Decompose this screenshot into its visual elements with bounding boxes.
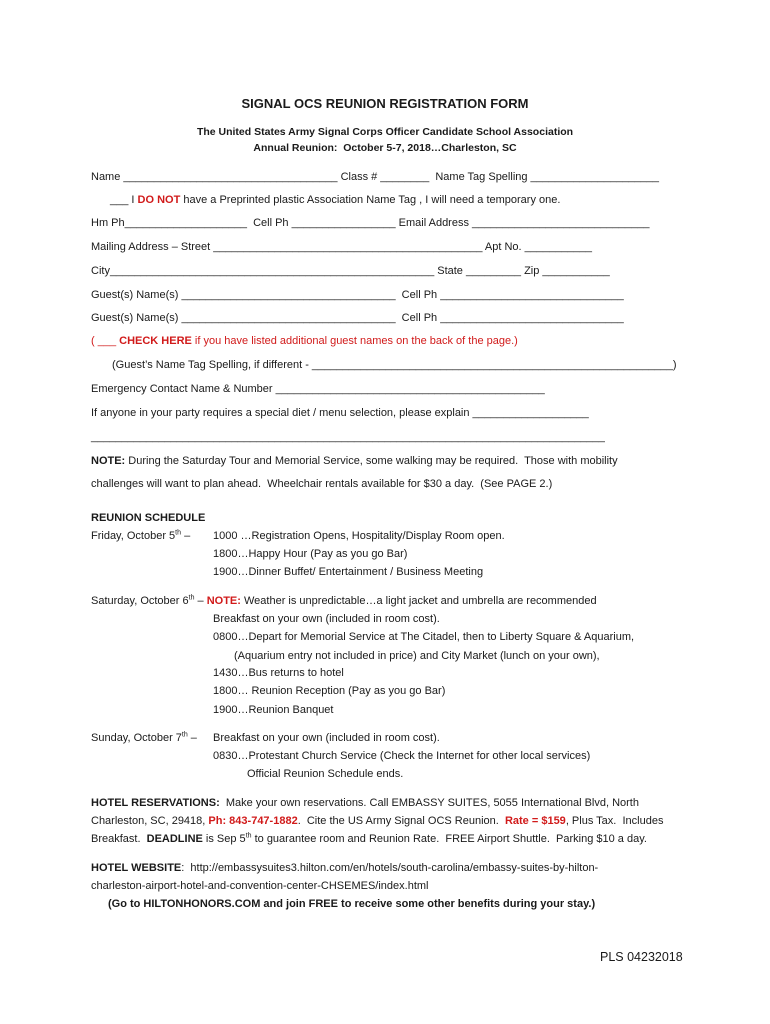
friday-item: 1800…Happy Hour (Pay as you go Bar) [213,548,408,560]
hotel-website-label: HOTEL WEBSITE [91,862,182,874]
nametag-prefix: ___ I [110,194,138,206]
hilton-honors-note: (Go to HILTONHONORS.COM and join FREE to receive some other benefits during your stay.) [108,898,596,910]
form-title: SIGNAL OCS REUNION REGISTRATION FORM [241,96,529,111]
hotel-line-2-c: , Plus Tax. Includes [565,815,664,827]
nametag-suffix: have a Preprinted plastic Association Name Tag , I will need a temporary one. [180,194,561,206]
sunday-day: Sunday, October 7 [91,732,182,744]
note-label: NOTE: [91,455,126,467]
hotel-rate: Rate = $159 [504,815,566,827]
hotel-line-3-a: Breakfast. [91,833,147,845]
saturday-item: 0800…Depart for Memorial Service at The Citadel, then to Liberty Square & Aquarium, [213,631,635,643]
mobility-note-line-2: challenges will want to plan ahead. Wheelchair rentals available for $30 a day. (See PAGE 2.) [91,478,553,490]
friday-sup: th [175,529,182,537]
hotel-line-3-c: to guarantee room and Reunion Rate. FREE Airport Shuttle. Parking $10 a day. [251,833,647,845]
saturday-note-label: NOTE: [206,595,241,607]
saturday-item: 1900…Reunion Banquet [213,704,334,716]
footer-code: PLS 04232018 [600,950,683,964]
hotel-line-1-text: Make your own reservations. Call EMBASSY SUITES, 5055 International Blvd, North [219,797,639,809]
saturday-item: Breakfast on your own (included in room cost). [213,613,440,625]
emergency-contact-line[interactable]: Emergency Contact Name & Number ____________________________________________ [91,383,545,395]
sunday-item: 0830…Protestant Church Service (Check the Internet for other local services) [213,750,591,762]
sunday-sup: th [181,731,188,739]
friday-day: Friday, October 5 [91,530,176,542]
guest-name-line-1[interactable]: Guest(s) Name(s) ___________________________________ Cell Ph ______________________________ [91,289,624,301]
phone-email-line[interactable]: Hm Ph____________________ Cell Ph _________________ Email Address _____________________________ [91,217,650,229]
nametag-checkbox-line[interactable] [110,193,560,207]
saturday-day: Saturday, October 6 [91,595,189,607]
saturday-item: 1430…Bus returns to hotel [213,667,344,679]
guest-name-line-2[interactable]: Guest(s) Name(s) ___________________________________ Cell Ph ______________________________ [91,312,624,324]
saturday-label [91,594,597,608]
hotel-line-3 [91,832,647,846]
blank-continuation-line[interactable]: ____________________________________________________________________________________ [91,431,605,443]
special-diet-line[interactable]: If anyone in your party requires a special diet / menu selection, please explain ___________________ [91,407,589,419]
mobility-note-line-1 [91,454,618,468]
deadline-label: DEADLINE [146,833,203,845]
friday-label [91,529,190,543]
hotel-phone[interactable]: Ph: 843-747-1882 [208,815,298,827]
check-suffix: if you have listed additional guest names on the back of the page.) [191,335,518,347]
saturday-note-text: Weather is unpredictable…a light jacket and umbrella are recommended [240,595,597,607]
check-here-line[interactable] [91,334,518,348]
note-text-1: During the Saturday Tour and Memorial Service, some walking may be required. Those with mobility [125,455,618,467]
hotel-line-1 [91,796,639,810]
city-state-zip-line[interactable]: City_____________________________________________________ State _________ Zip ___________ [91,265,610,277]
org-subtitle: The United States Army Signal Corps Officer Candidate School Association [196,126,574,138]
saturday-item: 1800… Reunion Reception (Pay as you go Bar) [213,685,446,697]
friday-dash: – [181,530,191,542]
friday-item: 1000 …Registration Opens, Hospitality/Display Room open. [213,530,505,542]
hotel-line-2 [91,814,663,828]
hotel-website-url-1[interactable]: http://embassysuites3.hilton.com/en/hotels/south-carolina/embassy-suites-by-hilton- [184,862,599,874]
event-subtitle: Annual Reunion: October 5-7, 2018…Charleston, SC [253,142,517,154]
friday-item: 1900…Dinner Buffet/ Entertainment / Business Meeting [213,566,484,578]
name-class-nametag-line[interactable]: Name ___________________________________ Class # ________ Name Tag Spelling _____________________ [91,171,660,183]
check-prefix: ( ___ [91,335,120,347]
guest-nametag-line[interactable]: (Guest’s Name Tag Spelling, if different - ___________________________________________________________) [112,359,677,371]
saturday-sup: th [188,594,195,602]
do-not-label: DO NOT [137,194,181,206]
deadline-sup: th [245,832,252,840]
hotel-reservations-label: HOTEL RESERVATIONS: [91,797,220,809]
hotel-website-colon: : [181,862,185,874]
sunday-item: Official Reunion Schedule ends. [247,768,404,780]
sunday-label [91,731,197,745]
hotel-line-3-b: is Sep 5 [202,833,246,845]
schedule-heading: REUNION SCHEDULE [91,512,206,524]
sunday-dash: – [187,732,197,744]
hotel-line-2-a: Charleston, SC, 29418, [91,815,209,827]
check-here-label: CHECK HERE [119,335,192,347]
street-address-line[interactable]: Mailing Address – Street ____________________________________________ Apt No. ___________ [91,241,592,253]
hotel-website-url-2[interactable]: charleston-airport-hotel-and-convention-center-CHSEMES/index.html [91,880,429,892]
sunday-item: Breakfast on your own (included in room cost). [213,732,440,744]
saturday-dash: – [194,595,207,607]
saturday-item: (Aquarium entry not included in price) and City Market (lunch on your own), [234,650,600,662]
hotel-website-line-1 [91,861,598,875]
hotel-line-2-b: . Cite the US Army Signal OCS Reunion. [297,815,505,827]
